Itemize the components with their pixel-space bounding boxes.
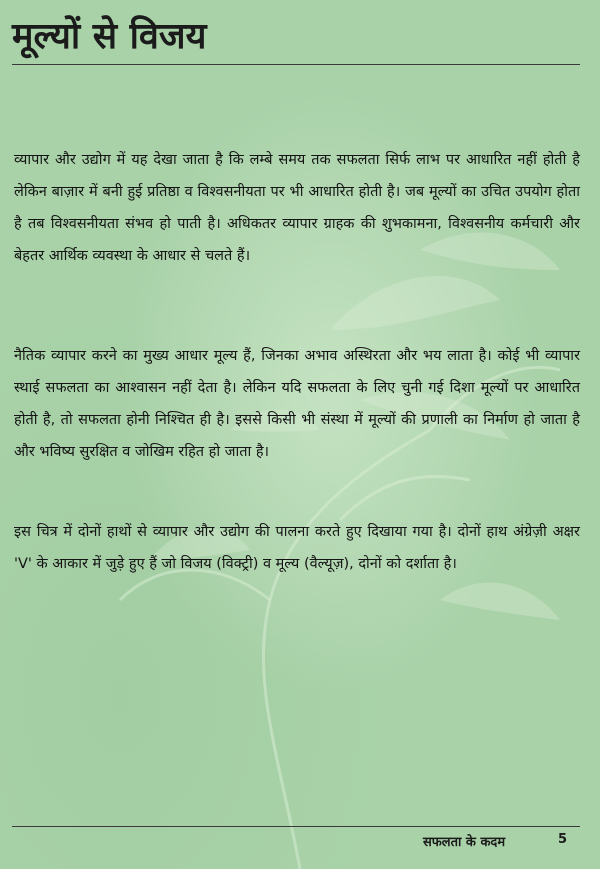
paragraph-3: इस चित्र में दोनों हाथों से व्यापार और उद्योग की पालना करते हुए दिखाया गया है। दोनों हाथ अंग्रेज़ी अक्षर 'V' के आकार में जुड़े हुए हैं जो विजय (विक्ट्री) व मूल्य (वैल्यूज़), दोनों को दर्शाता है। (14, 524, 580, 572)
paragraph-1: व्यापार और उद्योग में यह देखा जाता है कि लम्बे समय तक सफलता सिर्फ लाभ पर आधारित नहीं होती है लेकिन बाज़ार में बनी हुई प्रतिष्ठा व विश्वसनीयता पर भी आधारित होती है। जब मूल्यों का उचित उपयोग होता है तब विश्वसनीयता संभव हो पाती है। अधिकतर व्यापार ग्राहक की शुभकामना, विश्वसनीय कर्मचारी और बेहतर आर्थिक व्यवस्था के आधार से चलते हैं। (14, 152, 580, 264)
footer-divider (12, 826, 580, 827)
page-title: मूल्यों से विजय (12, 16, 207, 57)
title-divider (12, 64, 580, 65)
page-number: 5 (558, 832, 568, 847)
footer-book-title: सफलता के कदम (423, 835, 506, 850)
paragraph-2: नैतिक व्यापार करने का मुख्य आधार मूल्य हैं, जिनका अभाव अस्थिरता और भय लाता है। कोई भी व्यापार स्थाई सफलता का आश्वासन नहीं देता है। लेकिन यदि सफलता के लिए चुनी गई दिशा मूल्यों पर आधारित होती है, तो सफलता होनी निश्चित ही है। इससे किसी भी संस्था में मूल्यों की प्रणाली का निर्माण हो जाता है और भविष्य सुरक्षित व जोखिम रहित हो जाता है। (14, 348, 580, 460)
